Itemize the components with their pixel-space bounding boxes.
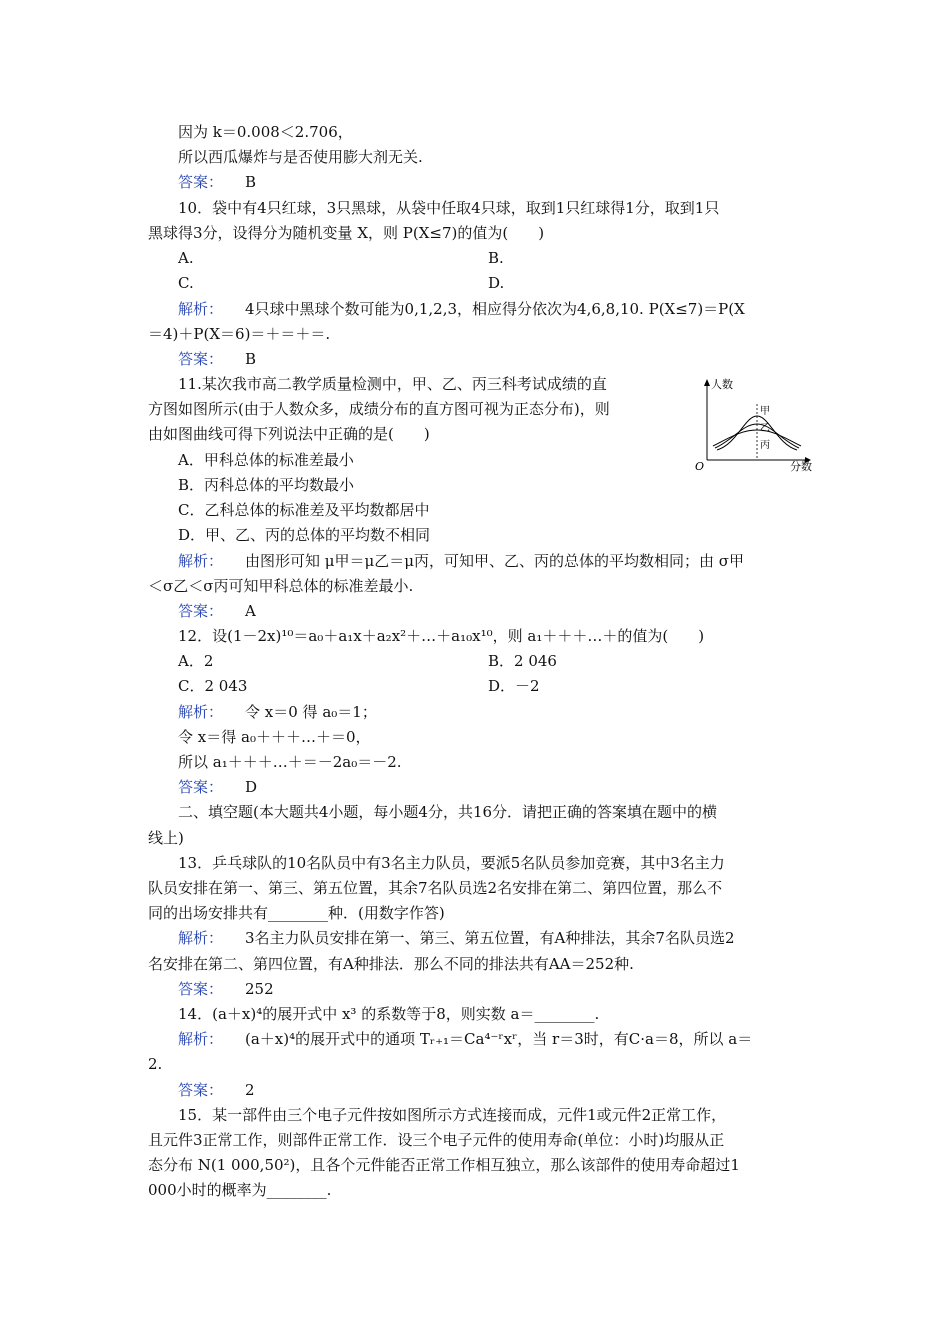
analysis-label: 解析： bbox=[178, 552, 224, 570]
q13-answer-row bbox=[178, 977, 274, 1002]
q14-analysis-row bbox=[178, 1027, 752, 1052]
answer-label: 答案： bbox=[178, 980, 224, 998]
q10-option-d: D. bbox=[488, 274, 505, 292]
q14-analysis-line1: (a＋x)⁴的展开式中的通项 Tᵣ₊₁＝Ca⁴⁻ʳxʳ，当 r＝3时，有C·a＝8，所以 a＝ bbox=[245, 1030, 753, 1048]
q10-answer: B bbox=[245, 350, 257, 368]
q12-answer: D bbox=[245, 778, 258, 796]
q13-analysis-row bbox=[178, 926, 734, 951]
q12-option-b: B．2 046 bbox=[488, 652, 557, 670]
q10-option-c: C. bbox=[178, 274, 194, 292]
section2-heading-line2: 线上) bbox=[148, 829, 184, 847]
answer-label: 答案： bbox=[178, 350, 224, 368]
answer-label: 答案： bbox=[178, 602, 224, 620]
q10-option-a: A. bbox=[178, 249, 194, 267]
q13-stem-line3: 同的出场安排共有________种．(用数字作答) bbox=[148, 904, 445, 922]
x-axis-label: 分数 bbox=[790, 460, 812, 473]
answer-label: 答案： bbox=[178, 778, 224, 796]
q11-answer-row bbox=[178, 599, 256, 624]
q11-analysis-row bbox=[178, 549, 744, 574]
q13-analysis-line2: 名安排在第二、第四位置，有A种排法．那么不同的排法共有AA＝252种. bbox=[148, 955, 634, 973]
q13-answer: 252 bbox=[245, 980, 274, 998]
origin-label: O bbox=[695, 460, 705, 473]
q11-option-c: C．乙科总体的标准差及平均数都居中 bbox=[178, 501, 430, 519]
normal-distribution-figure bbox=[693, 374, 828, 474]
q11-option-a: A．甲科总体的标准差最小 bbox=[178, 451, 354, 469]
q14-answer-row bbox=[178, 1078, 255, 1103]
q14-analysis-line2: 2. bbox=[148, 1055, 163, 1073]
y-axis-label: 人数 bbox=[711, 378, 733, 391]
q10-analysis-row bbox=[178, 297, 745, 322]
q12-analysis-line2: 令 x＝得 a₀＋＋＋…＋＝0， bbox=[178, 728, 371, 746]
q12-option-a: A．2 bbox=[178, 652, 214, 670]
q10-option-b: B. bbox=[488, 249, 504, 267]
q15-stem-line2: 且元件3正常工作，则部件正常工作．设三个电子元件的使用寿命(单位：小时)均服从正 bbox=[148, 1131, 725, 1149]
curve-label-yi: 乙 bbox=[760, 423, 770, 434]
q10-answer-row bbox=[178, 347, 256, 372]
q9-answer-row bbox=[178, 170, 256, 195]
q12-option-c: C．2 043 bbox=[178, 677, 248, 695]
q12-answer-row bbox=[178, 775, 257, 800]
q13-stem-line1: 13．乒乓球队的10名队员中有3名主力队员，要派5名队员参加竞赛，其中3名主力 bbox=[178, 854, 725, 872]
q9-answer: B bbox=[245, 173, 257, 191]
q11-option-b: B．丙科总体的平均数最小 bbox=[178, 476, 355, 494]
q10-stem-line1: 10．袋中有4只红球，3只黑球，从袋中任取4只球，取到1只红球得1分，取到1只 bbox=[178, 199, 720, 217]
q12-analysis-line1: 令 x＝0 得 a₀＝1； bbox=[245, 703, 377, 721]
q11-analysis-line2: ＜σ乙＜σ丙可知甲科总体的标准差最小. bbox=[148, 577, 414, 595]
analysis-label: 解析： bbox=[178, 300, 224, 318]
q10-analysis-line1: 4只球中黑球个数可能为0,1,2,3，相应得分依次为4,6,8,10. P(X≤7)＝P(X bbox=[245, 300, 745, 318]
q12-analysis-line3: 所以 a₁＋＋＋…＋＝－2a₀＝－2. bbox=[178, 753, 402, 771]
answer-label: 答案： bbox=[178, 173, 224, 191]
curve-label-jia: 甲 bbox=[760, 406, 770, 417]
q14-answer: 2 bbox=[245, 1081, 255, 1099]
q13-analysis-line1: 3名主力队员安排在第一、第三、第五位置，有A种排法，其余7名队员选2 bbox=[245, 929, 735, 947]
q15-stem-line3: 态分布 N(1 000,50²)，且各个元件能否正常工作相互独立，那么该部件的使用寿命超过1 bbox=[148, 1156, 740, 1174]
analysis-label: 解析： bbox=[178, 929, 224, 947]
answer-label: 答案： bbox=[178, 1081, 224, 1099]
q11-answer: A bbox=[245, 602, 256, 620]
q14-stem: 14．(a＋x)⁴的展开式中 x³ 的系数等于8，则实数 a＝________. bbox=[178, 1005, 600, 1023]
q15-stem-line1: 15．某一部件由三个电子元件按如图所示方式连接而成，元件1或元件2正常工作， bbox=[178, 1106, 727, 1124]
q11-option-d: D．甲、乙、丙的总体的平均数不相同 bbox=[178, 526, 431, 544]
q10-analysis-line2: ＝4)＋P(X＝6)＝＋＝＋＝. bbox=[148, 325, 331, 343]
q11-stem-line3: 由如图曲线可得下列说法中正确的是( ) bbox=[148, 425, 430, 443]
q11-analysis-line1: 由图形可知 μ甲＝μ乙＝μ丙，可知甲、乙、丙的总体的平均数相同；由 σ甲 bbox=[245, 552, 745, 570]
q9-line1: 因为 k＝0.008＜2.706， bbox=[178, 123, 353, 141]
y-axis-arrow-icon bbox=[704, 379, 710, 386]
q11-stem-line2: 方图如图所示(由于人数众多，成绩分布的直方图可视为正态分布)，则 bbox=[148, 400, 610, 418]
q12-stem: 12．设(1－2x)¹⁰＝a₀＋a₁x＋a₂x²＋…＋a₁₀x¹⁰，则 a₁＋＋＋…＋的值为( ) bbox=[178, 627, 705, 645]
q12-analysis-row bbox=[178, 700, 377, 725]
analysis-label: 解析： bbox=[178, 1030, 224, 1048]
q11-stem-line1: 11.某次我市高二教学质量检测中，甲、乙、丙三科考试成绩的直 bbox=[178, 375, 607, 393]
q15-stem-line4: 000小时的概率为________. bbox=[148, 1181, 332, 1199]
q13-stem-line2: 队员安排在第一、第三、第五位置，其余7名队员选2名安排在第二、第四位置，那么不 bbox=[148, 879, 723, 897]
q12-option-d: D．－2 bbox=[488, 677, 540, 695]
q10-stem-line2: 黑球得3分，设得分为随机变量 X，则 P(X≤7)的值为( ) bbox=[148, 224, 545, 242]
q9-line2: 所以西瓜爆炸与是否使用膨大剂无关. bbox=[178, 148, 423, 166]
curve-label-bing: 丙 bbox=[760, 440, 770, 451]
section2-heading-line1: 二、填空题(本大题共4小题，每小题4分，共16分．请把正确的答案填在题中的横 bbox=[178, 803, 718, 821]
analysis-label: 解析： bbox=[178, 703, 224, 721]
